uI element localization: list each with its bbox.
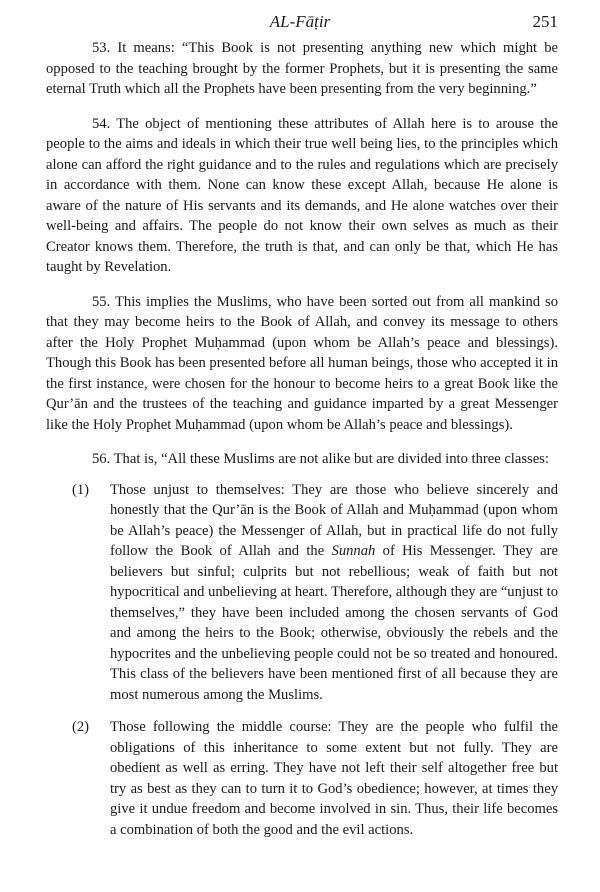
note-text: The object of mentioning these attributes of Allah here is to arouse the people to the aims and ideals in which their true well being lies, to the principles which alone can afford the right guidance and to the rules and regulations which are precisely in accordance with them. None can know these except Allah, because He alone is aware of the nature of His servants and its demands, and He alone watches over their well-being and affairs. The people do not know their own selves as much as their Creator knows them. Therefore, the truth is that, and can only be that, which He has taught by Revelation. (46, 115, 558, 275)
note-54 (46, 114, 558, 278)
note-number: 53. (92, 40, 111, 56)
class-item-1 (46, 480, 558, 706)
note-53 (46, 38, 558, 100)
list-marker: (1) (72, 481, 90, 498)
class-text: Those following the middle course: They are the people who fulfil the obligations of this inheritance to some extent but not fully. They are obedient as well as erring. They have not left their self altogether free but try as best as they can to turn it to God’s obedience; however, at times they give it undue freedom and become involved in sin. Thus, their life becomes a combination of both the good and the evil actions. (110, 719, 558, 838)
note-55 (46, 292, 558, 436)
note-56 (46, 449, 558, 470)
running-head (0, 10, 600, 36)
class-text-before: Those unjust to themselves: They are those who believe sincerely and honestly that the Qur’ān is the Book of Allah and Muḥammad (upon whom be Allah’s peace) the Messenger of Allah, but in practical life do not fully follow the Book of Allah and the (110, 481, 558, 559)
class-item-2 (46, 717, 558, 840)
note-text: That is, “All these Muslims are not alike but are divided into three classes: (113, 451, 549, 467)
list-marker: (2) (72, 719, 90, 735)
page-number: 251 (532, 12, 558, 31)
sunnah-term: Sunnah (331, 543, 376, 559)
note-number: 56. (92, 451, 111, 467)
classes-list (46, 480, 558, 841)
note-text: It means: “This Book is not presenting anything new which might be opposed to the teaching brought by the former Prophets, but it is presenting the same eternal Truth which all the Prophets have been presenting from the very beginning.” (46, 40, 558, 97)
note-number: 55. (92, 293, 111, 310)
class-text-after: of His Messenger. They are believers but sinful; culprits but not rebellious; weak of faith but not hypocritical and unbelieving at heart. Therefore, although they are “unjust to themselves,” they have been included among the chosen servants of God and among the heirs to the Book; otherwise, obviously the rebels and the hypocrites and the unbelieving people could not be so treated and honoured. This class of the believers have been mentioned first of all because they are most numerous among the Muslims. (110, 543, 558, 703)
page-content (46, 38, 558, 852)
running-title: AL-Fāṭir (269, 12, 331, 31)
note-number: 54. (92, 115, 111, 132)
note-text: This implies the Muslims, who have been sorted out from all mankind so that they may become heirs to the Book of Allah, and convey its message to others after the Holy Prophet Muḥammad (upon whom be Allah’s peace and blessings). Though this Book has been presented before all human beings, those who accepted it in the first instance, were chosen for the honour to become heirs to a great Book like the Qur’ān and the trustees of the teaching and guidance imparted by a great Messenger like the Holy Prophet Muḥammad (upon whom be Allah’s peace and blessings). (46, 293, 559, 433)
